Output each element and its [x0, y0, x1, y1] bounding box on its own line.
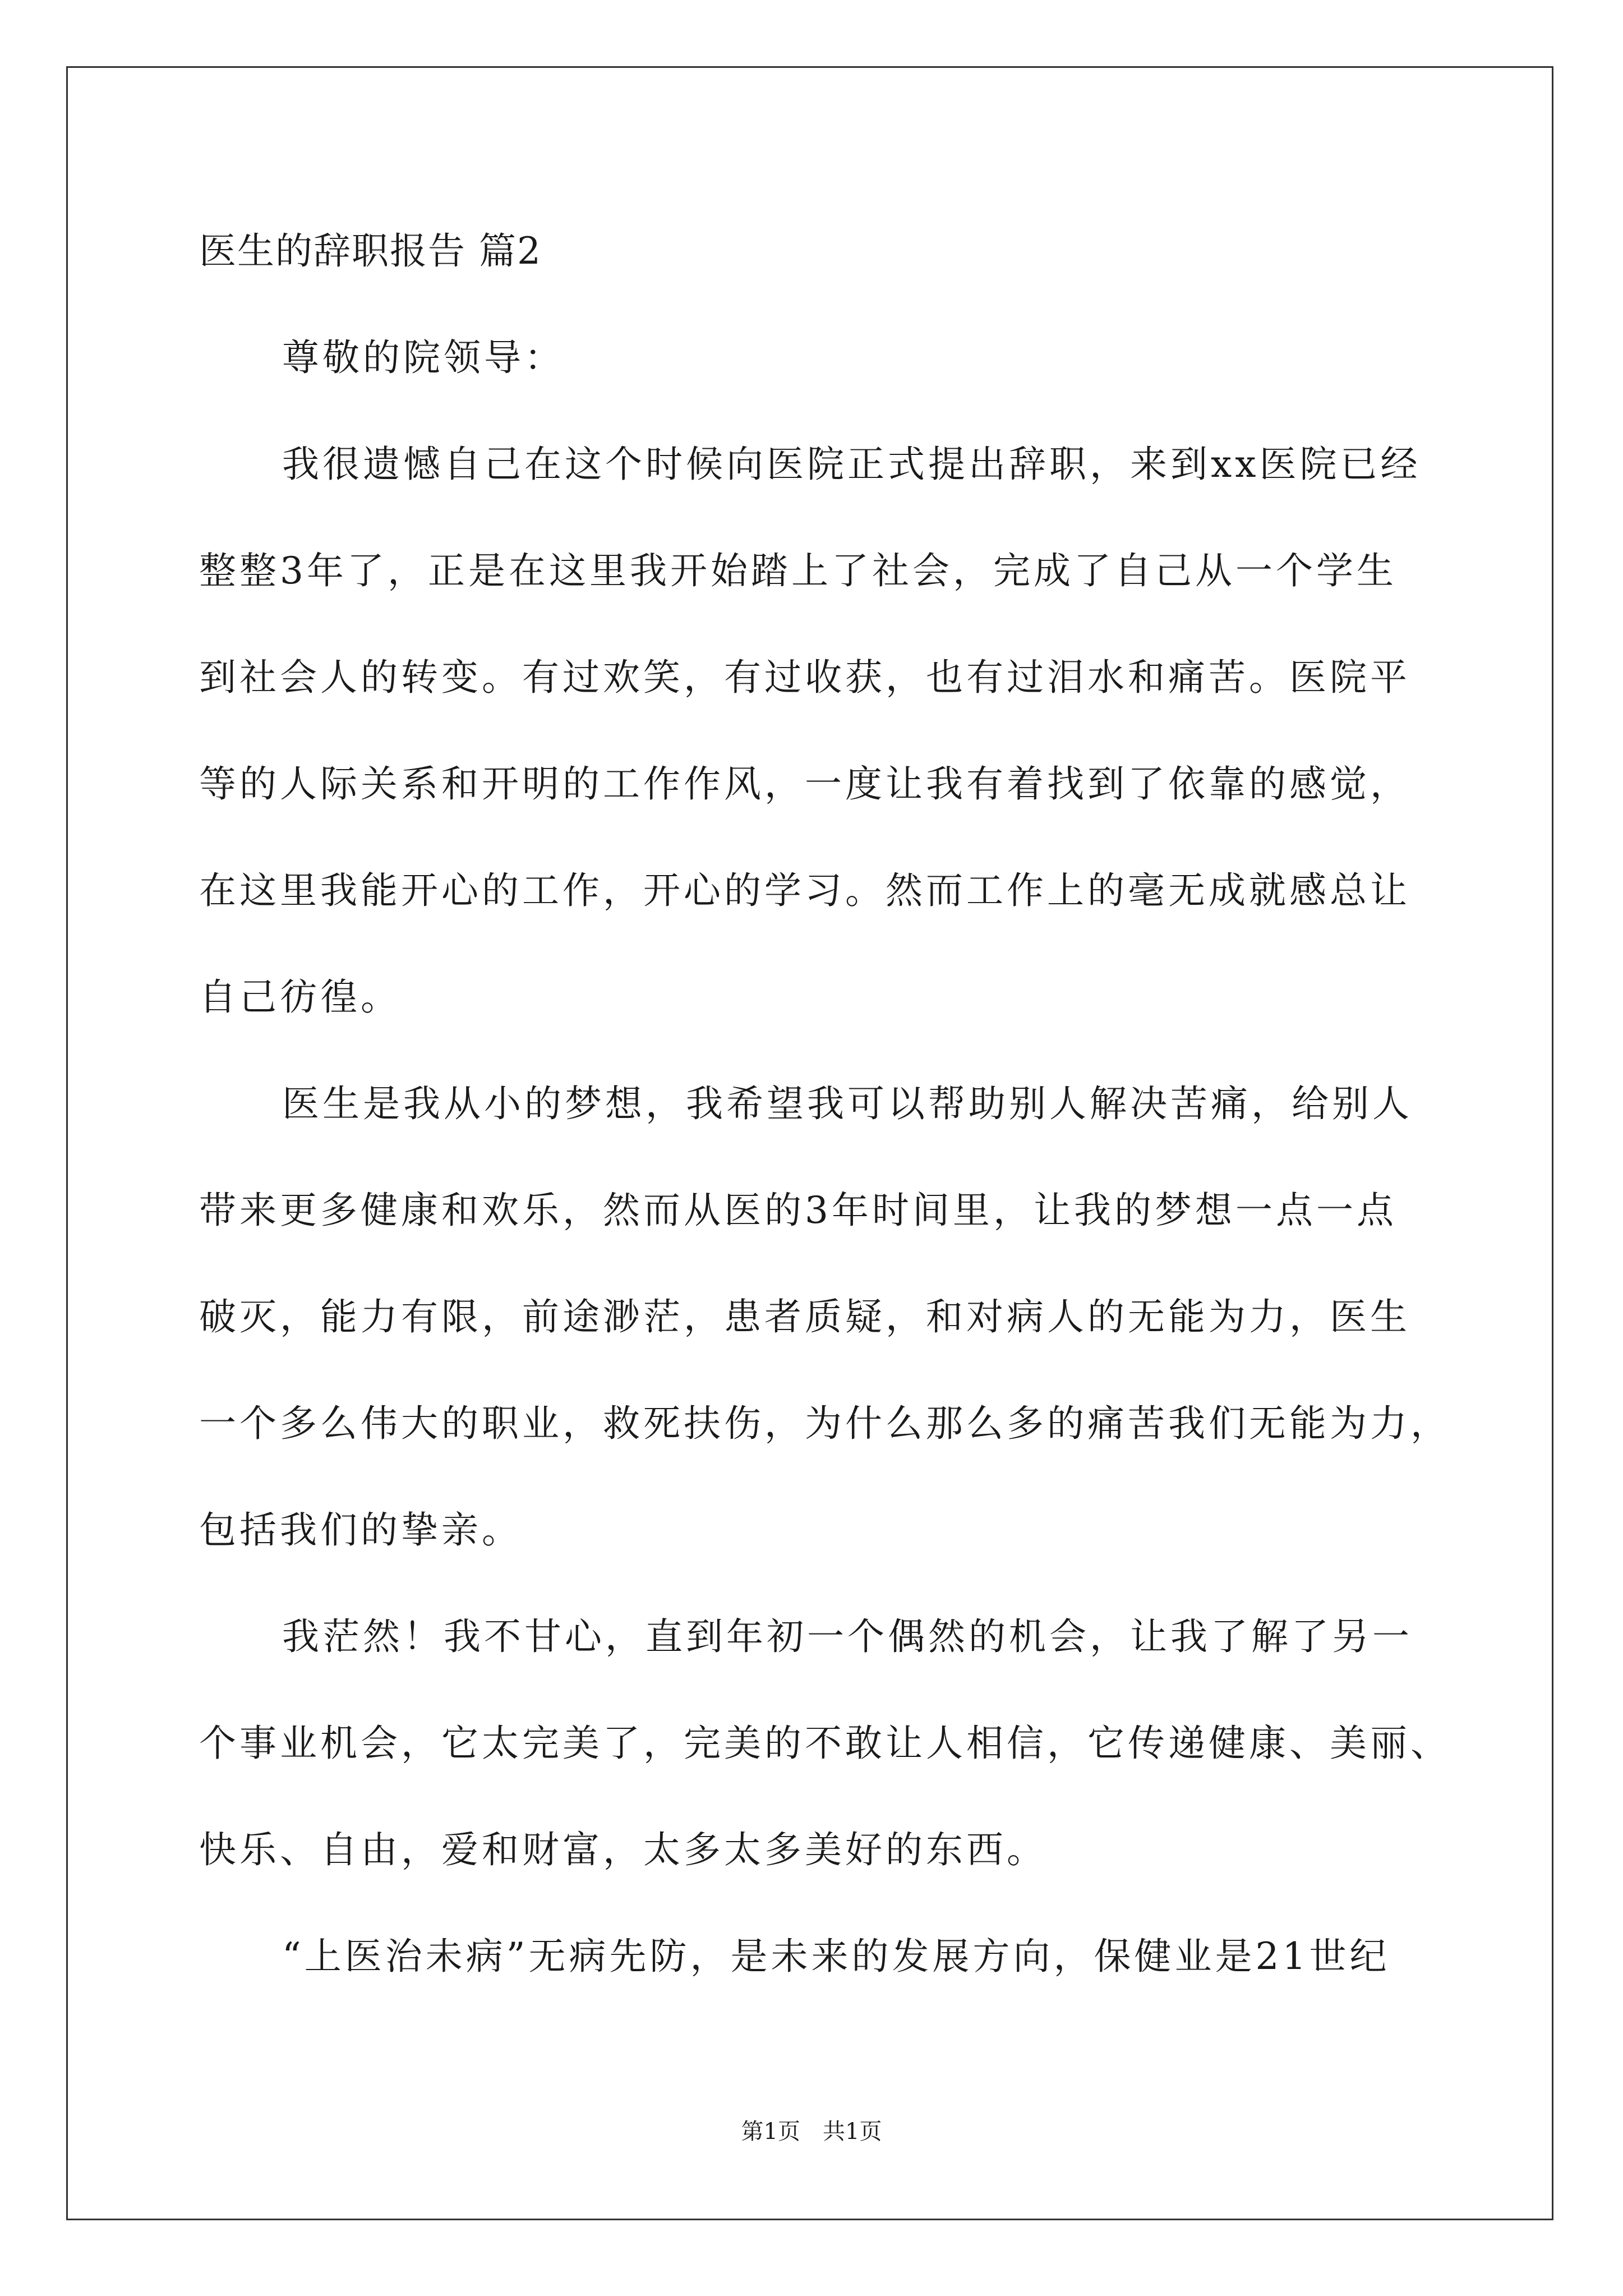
page-border	[66, 66, 1553, 2220]
paragraph-4-line-1: “上医治未病”无病先防，是未来的发展方向，保健业是21世纪	[282, 1935, 1390, 1978]
paragraph-1-line-2: 整整3年了，正是在这里我开始踏上了社会，完成了自己从一个学生	[199, 549, 1397, 592]
salutation: 尊敬的院领导：	[282, 336, 565, 379]
page-number-current: 第1页	[741, 2119, 800, 2145]
paragraph-3-line-2: 个事业机会，它太完美了，完美的不敢让人相信，它传递健康、美丽、	[199, 1722, 1451, 1765]
document-title: 医生的辞职报告 篇2	[199, 229, 542, 273]
page-footer	[0, 2115, 1623, 2148]
paragraph-2-line-3: 破灭，能力有限，前途渺茫，患者质疑，和对病人的无能为力，医生	[199, 1295, 1410, 1338]
page-number-total: 共1页	[823, 2119, 882, 2145]
paragraph-1-line-3: 到社会人的转变。有过欢笑，有过收获，也有过泪水和痛苦。医院平	[199, 656, 1410, 699]
paragraph-1-line-6: 自己彷徨。	[199, 976, 401, 1019]
paragraph-2-line-2: 带来更多健康和欢乐，然而从医的3年时间里，让我的梦想一点一点	[199, 1189, 1397, 1232]
paragraph-1-line-1: 我很遗憾自己在这个时候向医院正式提出辞职，来到xx医院已经	[282, 443, 1421, 486]
paragraph-2-line-1: 医生是我从小的梦想，我希望我可以帮助别人解决苦痛，给别人	[282, 1082, 1413, 1125]
paragraph-1-line-5: 在这里我能开心的工作，开心的学习。然而工作上的毫无成就感总让	[199, 869, 1410, 912]
paragraph-2-line-4: 一个多么伟大的职业，救死扶伤，为什么那么多的痛苦我们无能为力，	[199, 1402, 1451, 1445]
paragraph-3-line-3: 快乐、自由，爱和财富，太多太多美好的东西。	[199, 1828, 1047, 1871]
paragraph-2-line-5: 包括我们的挚亲。	[199, 1508, 522, 1552]
paragraph-3-line-1: 我茫然！我不甘心，直到年初一个偶然的机会，让我了解了另一	[282, 1615, 1413, 1658]
paragraph-1-line-4: 等的人际关系和开明的工作作风，一度让我有着找到了依靠的感觉，	[199, 762, 1410, 806]
